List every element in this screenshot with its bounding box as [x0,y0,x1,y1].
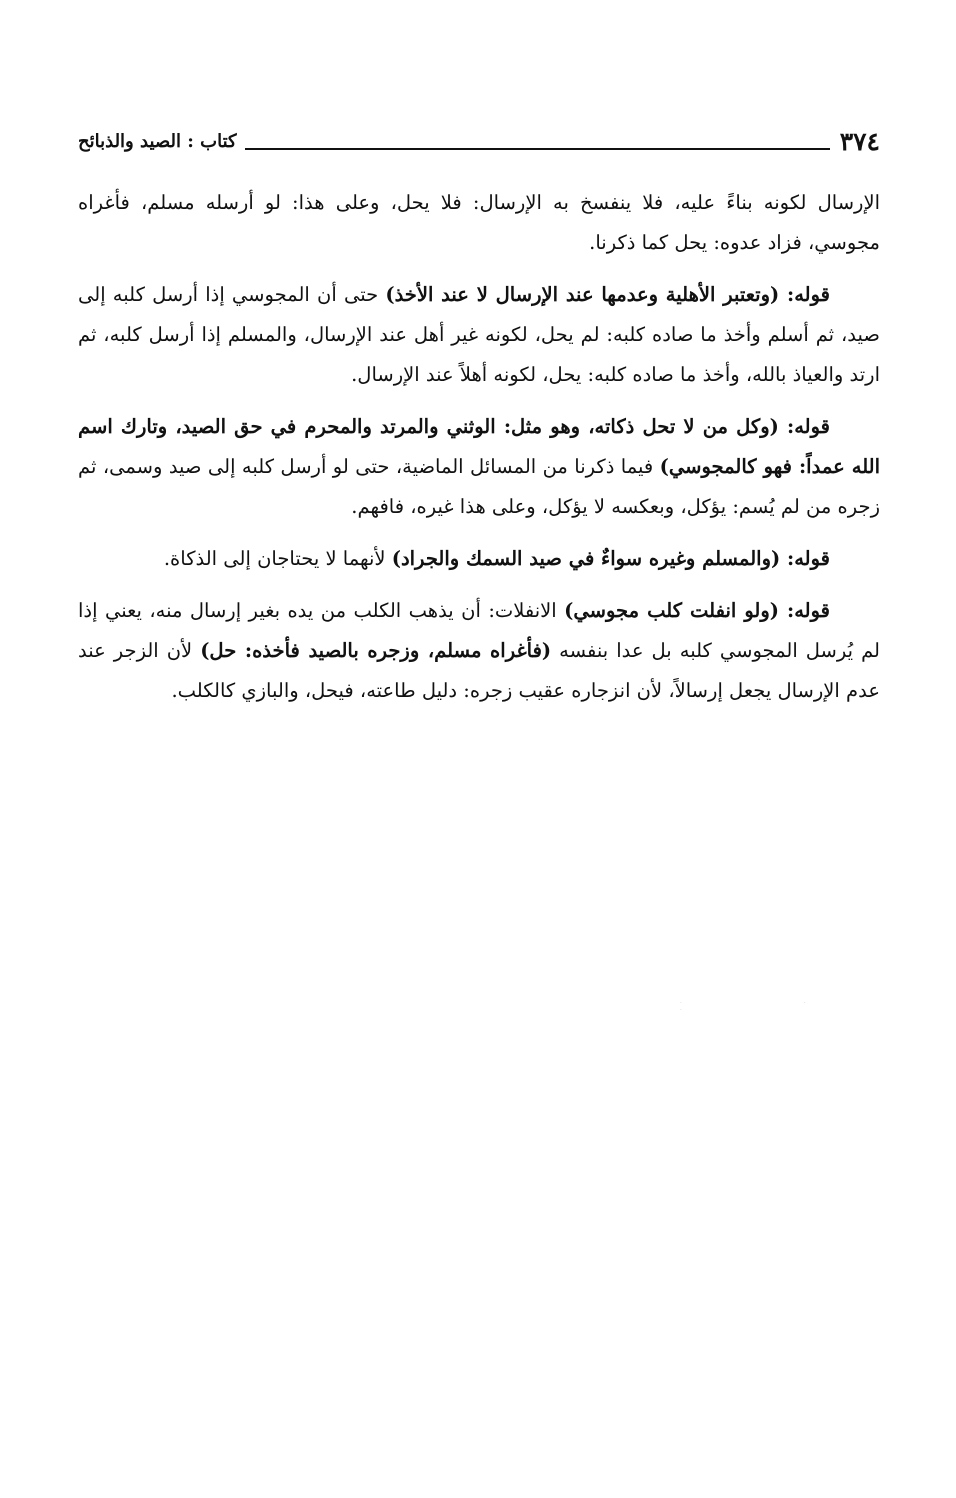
quoted-text: (فأغراه مسلم، وزجره بالصيد فأخذه: حل) [200,639,552,662]
paragraph [78,183,880,263]
running-title: كتاب : الصيد والذبائح [78,131,237,152]
commentary-text: الانفلات: أن يذهب الكلب من يده بغير إرسال منه، يعني إذا لم يُرسل المجوسي كلبه بل عدا بنفسه [78,599,880,662]
paragraph [78,407,880,527]
commentary-text: لأن الزجر عند عدم الإرسال يجعل إرسالاً، لأن انزجاره عقيب زجره: دليل طاعته، فيحل، والبازي كالكلب. [78,639,880,702]
paragraph [78,591,880,711]
page-body [78,183,880,723]
paragraph [78,275,880,395]
quoted-text: قوله: (والمسلم وغيره سواءٌ في صيد السمك والجراد) [391,547,830,570]
quoted-text: قوله: (وتعتبر الأهلية وعدمها عند الإرسال لا عند الأخذ) [385,283,830,306]
running-header [78,120,880,160]
quoted-text: قوله: (وكل من لا تحل ذكاته، وهو مثل: الوثني والمرتد والمحرم في حق الصيد، وتارك اسم الله عمداً: فهو كالمجوسي) [78,415,881,478]
commentary-text: لأنهما لا يحتاجان إلى الذكاة. [163,547,392,570]
page-number: ٣٧٤ [839,127,880,156]
scan-specks: · · · [680,1000,866,1014]
header-rule [245,148,830,150]
text-segment: الإرسال لكونه بناءً عليه، فلا ينفسخ به الإرسال: فلا يحل، وعلى هذا: لو أرسله مسلم، فأغراه مجوسي، فزاد عدوه: يحل كما ذكرنا. [78,191,880,254]
commentary-text: حتى أن المجوسي إذا أرسل كلبه إلى صيد، ثم أسلم وأخذ ما صاده كلبه: لم يحل، لكونه غير أهل عند الإرسال، والمسلم إذا أرسل كلبه، ثم ارتد والعياذ بالله، وأخذ ما صاده كلبه: يحل، لكونه أهلاً عند الإرسال. [78,283,880,386]
paragraph [78,539,880,579]
quoted-text: قوله: (ولو انفلت كلب مجوسي) [564,599,830,622]
commentary-text: فيما ذكرنا من المسائل الماضية، حتى لو أرسل كلبه إلى صيد وسمى، ثم زجره من لم يُسم: يؤكل، وبعكسه لا يؤكل، وعلى هذا غيره، فافهم. [78,455,880,518]
